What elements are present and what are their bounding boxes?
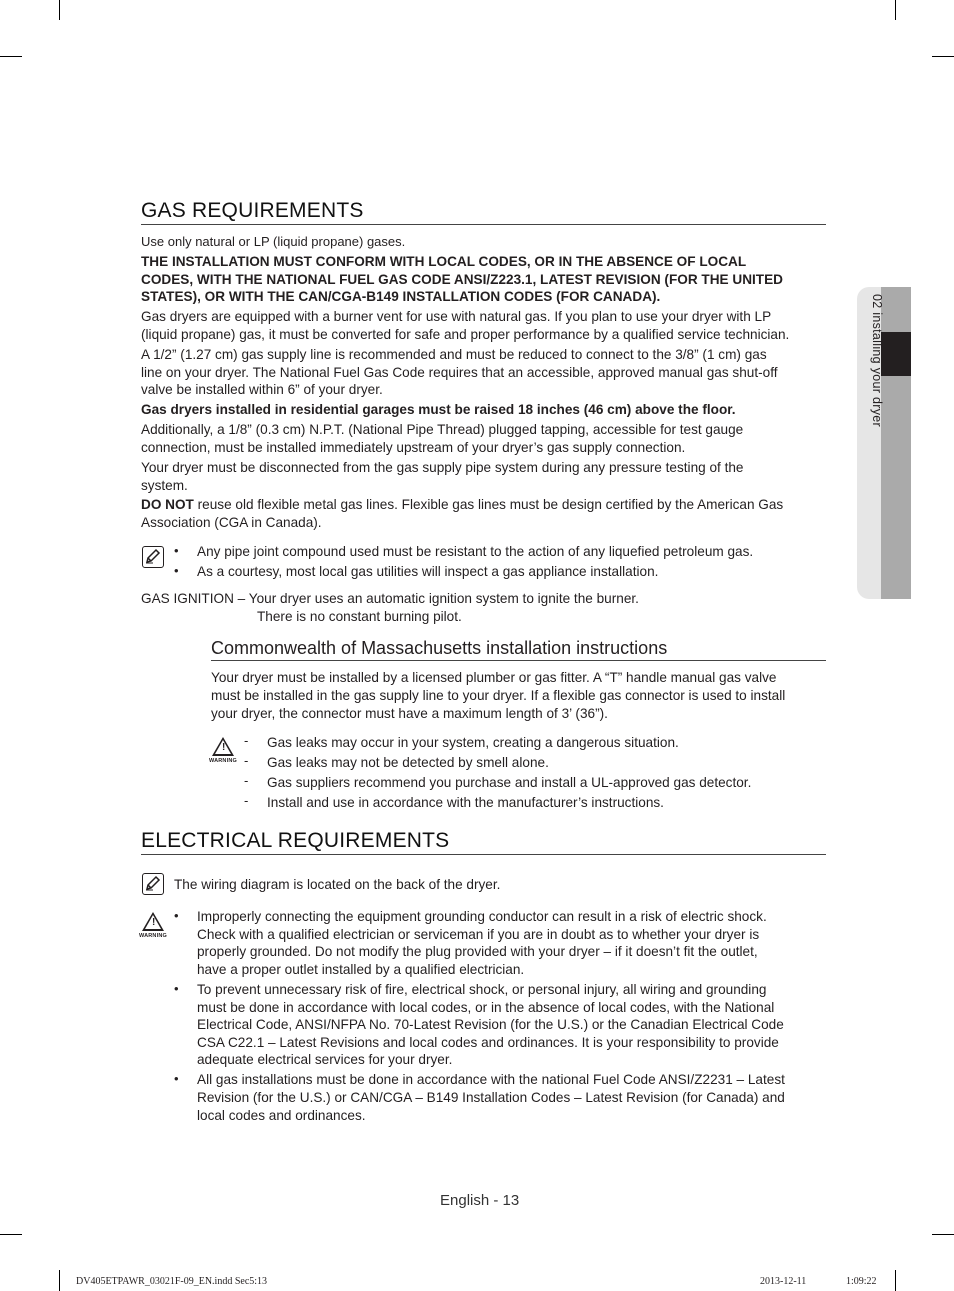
gas-p4-line-2: system. — [141, 478, 188, 493]
gas-p2-line-2: line on your dryer. The National Fuel Gas Code requires that an accessible, approved manual gas shut-off — [141, 365, 778, 380]
bullet-dot: • — [174, 563, 179, 578]
gas-p2-line-1: A 1/2” (1.27 cm) gas supply line is recommended and must be reduced to connect to the 3/8” (1 cm) gas — [141, 347, 767, 362]
warning-icon: ! WARNING — [203, 737, 243, 764]
gas-note-2: As a courtesy, most local gas utilities will inspect a gas appliance installation. — [197, 564, 659, 579]
file-info: DV405ETPAWR_03021F-09_EN.indd Sec5:13 — [76, 1276, 268, 1287]
bullet-dot: • — [174, 543, 179, 558]
gas-caps-line-3: STATES), OR WITH THE CAN/CGA-B149 INSTALLATION CODES (FOR CANADA). — [141, 289, 661, 304]
mass-body-line-3: your dryer, the connector must have a maximum length of 3’ (36”). — [211, 706, 608, 721]
note-icon — [142, 546, 164, 568]
mass-warning-2: Gas leaks may not be detected by smell alone. — [267, 755, 549, 770]
gas-p1-line-2: (liquid propane) gas, it must be converted for safe and proper performance by a qualified service technician. — [141, 327, 790, 342]
print-time: 1:09:22 — [846, 1276, 877, 1287]
mass-warning-1: Gas leaks may occur in your system, creating a dangerous situation. — [267, 735, 679, 750]
elec-b1-line-2: Check with a qualified electrician or serviceman if you are in doubt as to whether your dryer is — [197, 927, 760, 942]
gas-note-1: Any pipe joint compound used must be resistant to the action of any liquefied petroleum gas. — [197, 544, 754, 559]
mass-warning-3: Gas suppliers recommend you purchase and install a UL-approved gas detector. — [267, 775, 752, 790]
note-icon — [142, 873, 164, 895]
dash: - — [244, 773, 249, 788]
elec-b2-line-5: adequate electrical services for your dryer. — [197, 1052, 453, 1067]
gas-requirements-heading: GAS REQUIREMENTS — [141, 199, 364, 222]
gas-donot-line-1 — [141, 496, 831, 514]
gas-ignition-line-1 — [141, 590, 831, 608]
electrical-requirements-heading: ELECTRICAL REQUIREMENTS — [141, 829, 450, 852]
subheading-rule — [211, 660, 826, 661]
gas-p3-line-2: connection, must be installed immediately upstream of your dryer’s gas supply connection. — [141, 440, 686, 455]
gas-caps-line-2: CODES, WITH THE NATIONAL FUEL GAS CODE ANSI/Z223.1, LATEST REVISION (FOR THE UNITED — [141, 272, 783, 287]
gas-ignition-text: – Your dryer uses an automatic ignition system to ignite the burner. — [233, 591, 639, 606]
gas-garage-warning: Gas dryers installed in residential garages must be raised 18 inches (46 cm) above the floor. — [141, 402, 736, 417]
crop-mark — [0, 56, 22, 57]
heading-rule — [141, 224, 826, 225]
elec-b1-line-3: properly grounded. Do not modify the plug provided with your dryer – if it doesn’t fit the outlet, — [197, 944, 758, 959]
elec-note: The wiring diagram is located on the back of the dryer. — [174, 877, 501, 892]
donot-text: reuse old flexible metal gas lines. Flexible gas lines must be design certified by the American Gas — [193, 497, 784, 512]
mass-warning-4: Install and use in accordance with the manufacturer’s instructions. — [267, 795, 664, 810]
gas-ignition-label: GAS IGNITION — [141, 591, 234, 606]
elec-b3-line-1: All gas installations must be done in accordance with the national Fuel Code ANSI/Z2231 – Latest — [197, 1072, 785, 1087]
dash: - — [244, 733, 249, 748]
gas-caps-line-1: THE INSTALLATION MUST CONFORM WITH LOCAL CODES, OR IN THE ABSENCE OF LOCAL — [141, 254, 747, 269]
gas-intro: Use only natural or LP (liquid propane) gases. — [141, 234, 406, 249]
donot-label: DO NOT — [141, 497, 194, 512]
gas-p3-line-1: Additionally, a 1/8” (0.3 cm) N.P.T. (National Pipe Thread) plugged tapping, accessible for test gauge — [141, 422, 744, 437]
mass-body-line-2: must be installed in the gas supply line to your dryer. If a flexible gas connector is used to install — [211, 688, 786, 703]
chapter-tab-label: 02 installing your dryer — [870, 294, 884, 427]
bullet-dot: • — [174, 981, 179, 996]
gas-ignition-line-2: There is no constant burning pilot. — [257, 609, 462, 624]
crop-mark — [932, 56, 954, 57]
bullet-dot: • — [174, 1071, 179, 1086]
warning-label: WARNING — [209, 758, 237, 764]
elec-b2-line-3: Electrical Code, ANSI/NFPA No. 70-Latest Revision (for the U.S.) or the Canadian Electrical Code — [197, 1017, 784, 1032]
massachusetts-heading: Commonwealth of Massachusetts installation instructions — [211, 638, 668, 658]
crop-mark — [59, 0, 60, 20]
elec-b2-line-4: CSA C22.1 – Latest Revisions and local codes and ordinances. It is your responsibility to provide — [197, 1035, 779, 1050]
bullet-dot: • — [174, 908, 179, 923]
gas-p2-line-3: valve be installed within 6” of your dryer. — [141, 382, 383, 397]
mass-body-line-1: Your dryer must be installed by a licensed plumber or gas fitter. A “T” handle manual gas valve — [211, 670, 777, 685]
crop-mark — [59, 1270, 60, 1291]
warning-icon: ! WARNING — [133, 912, 173, 939]
gas-p4-line-1: Your dryer must be disconnected from the gas supply pipe system during any pressure testing of the — [141, 460, 744, 475]
elec-b2-line-1: To prevent unnecessary risk of fire, electrical shock, or personal injury, all wiring and grounding — [197, 982, 767, 997]
print-date: 2013-12-11 — [760, 1276, 807, 1287]
elec-b3-line-2: Revision (for the U.S.) or CAN/CGA – B149 Installation Codes – Latest Revision (for Canada) and — [197, 1090, 785, 1105]
elec-b3-line-3: local codes and ordinances. — [197, 1108, 366, 1123]
elec-b2-line-2: must be done in accordance with local codes, or in the absence of local codes, with the National — [197, 1000, 775, 1015]
heading-rule — [141, 854, 826, 855]
dash: - — [244, 753, 249, 768]
elec-b1-line-4: have a proper outlet installed by a qualified electrician. — [197, 962, 525, 977]
gas-p1-line-1: Gas dryers are equipped with a burner vent for use with natural gas. If you plan to use your dryer with LP — [141, 309, 772, 324]
dash: - — [244, 793, 249, 808]
chapter-tab-marker — [881, 332, 911, 376]
crop-mark — [895, 0, 896, 20]
crop-mark — [895, 1270, 896, 1291]
crop-mark — [0, 1234, 22, 1235]
crop-mark — [932, 1234, 954, 1235]
page-number: English - 13 — [440, 1192, 520, 1209]
elec-b1-line-1: Improperly connecting the equipment grounding conductor can result in a risk of electric shock. — [197, 909, 767, 924]
warning-label: WARNING — [139, 933, 167, 939]
gas-donot-line-2: Association (CGA in Canada). — [141, 515, 322, 530]
